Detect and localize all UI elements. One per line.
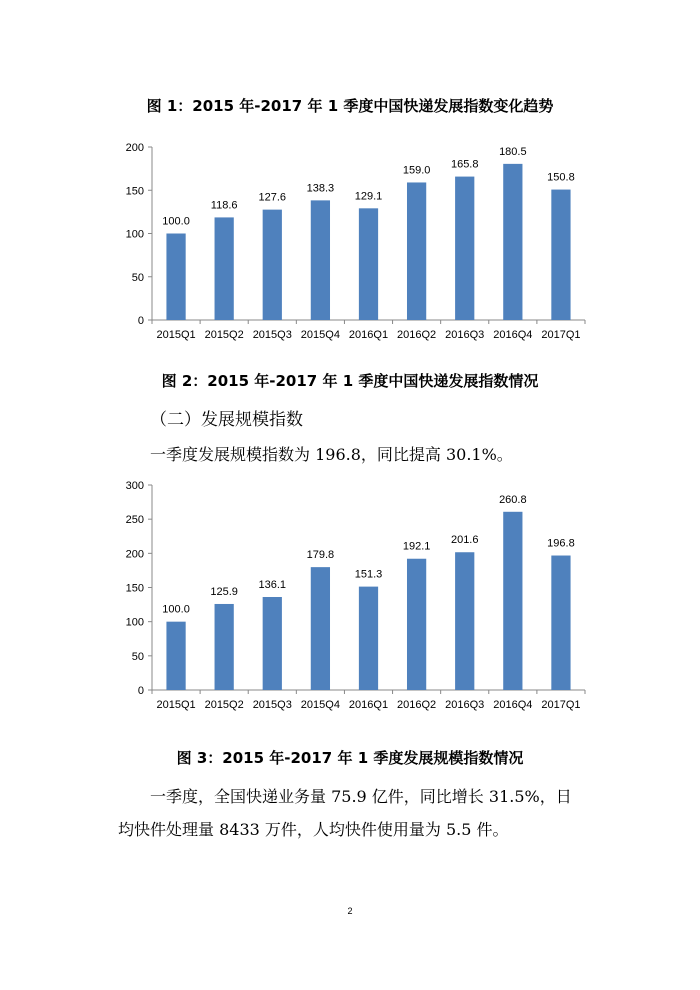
bar-2015Q3 [263, 210, 282, 320]
data-label-2015Q2: 125.9 [210, 585, 238, 598]
data-label-2015Q1: 100.0 [162, 215, 190, 228]
data-label-2017Q1: 196.8 [547, 537, 575, 550]
data-label-2017Q1: 150.8 [547, 171, 575, 184]
category-label-2015Q4: 2015Q4 [300, 329, 340, 341]
y-tick-label: 150 [125, 185, 144, 198]
bar-2016Q3 [455, 177, 474, 320]
bar-2016Q2 [407, 182, 426, 320]
category-label-2015Q4: 2015Q4 [300, 699, 340, 711]
data-label-2016Q3: 165.8 [450, 158, 479, 171]
paragraph-volume-line1: 一季度，全国快递业务量 75.9 亿件，同比增长 31.5%，日 [150, 787, 572, 806]
figure3-title: 图 3：2015 年-2017 年 1 季度发展规模指数情况 [176, 749, 524, 767]
data-label-2015Q3: 136.1 [258, 578, 287, 591]
category-label-2016Q2: 2016Q2 [397, 699, 437, 711]
bar-2016Q3 [455, 552, 474, 690]
data-label-2016Q4: 180.5 [499, 145, 527, 158]
scale-index-bar-chart [0, 478, 700, 718]
y-tick-label: 150 [125, 582, 144, 595]
category-label-2017Q1: 2017Q1 [541, 699, 581, 711]
data-label-2015Q1: 100.0 [162, 603, 190, 616]
paragraph-volume-line2: 均快件处理量 8433 万件，人均快件使用量为 5.5 件。 [118, 820, 509, 839]
y-tick-label: 250 [125, 514, 144, 527]
category-label-2015Q2: 2015Q2 [204, 329, 244, 341]
bar-2015Q2 [215, 217, 234, 320]
figure1-title: 图 1：2015 年-2017 年 1 季度中国快递发展指数变化趋势 [146, 97, 554, 115]
data-label-2015Q3: 127.6 [258, 191, 287, 204]
category-label-2017Q1: 2017Q1 [541, 329, 581, 341]
bar-2017Q1 [551, 190, 570, 320]
data-label-2015Q4: 179.8 [306, 549, 335, 562]
category-label-2015Q1: 2015Q1 [156, 329, 196, 341]
development-index-bar-chart [0, 140, 700, 350]
y-tick-label: 100 [125, 228, 144, 241]
category-label-2016Q4: 2016Q4 [493, 329, 533, 341]
category-label-2016Q4: 2016Q4 [493, 699, 533, 711]
page-number: 2 [347, 906, 353, 916]
bar-2015Q4 [311, 200, 330, 320]
data-label-2016Q1: 151.3 [354, 568, 383, 581]
data-label-2015Q4: 138.3 [306, 182, 335, 195]
data-label-2016Q1: 129.1 [354, 190, 383, 203]
category-label-2016Q1: 2016Q1 [348, 329, 389, 341]
bar-2017Q1 [551, 556, 570, 690]
y-tick-label: 50 [131, 650, 144, 663]
data-label-2016Q4: 260.8 [499, 493, 527, 506]
y-tick-label: 50 [131, 271, 144, 284]
category-label-2016Q2: 2016Q2 [397, 329, 437, 341]
bar-2015Q1 [166, 234, 185, 321]
data-label-2016Q2: 159.0 [402, 164, 431, 177]
bar-2015Q3 [263, 597, 282, 690]
y-tick-label: 0 [137, 685, 144, 697]
category-label-2015Q1: 2015Q1 [156, 699, 196, 711]
y-tick-label: 0 [137, 315, 144, 327]
bar-2016Q4 [503, 164, 522, 320]
category-label-2015Q3: 2015Q3 [252, 699, 292, 711]
figure2-title: 图 2：2015 年-2017 年 1 季度中国快递发展指数情况 [161, 372, 539, 390]
category-label-2016Q3: 2016Q3 [445, 699, 485, 711]
paragraph-scale-index: 一季度发展规模指数为 196.8，同比提高 30.1%。 [150, 445, 513, 464]
y-tick-label: 100 [125, 616, 144, 629]
data-label-2016Q2: 192.1 [402, 540, 431, 553]
section-heading: （二）发展规模指数 [150, 410, 303, 430]
bar-2016Q2 [407, 559, 426, 690]
bar-2016Q4 [503, 512, 522, 690]
bar-2016Q1 [359, 587, 378, 690]
y-tick-label: 200 [125, 142, 144, 154]
category-label-2016Q3: 2016Q3 [445, 329, 485, 341]
bar-2015Q2 [215, 604, 234, 690]
bar-2016Q1 [359, 208, 378, 320]
bar-2015Q4 [311, 567, 330, 690]
category-label-2016Q1: 2016Q1 [348, 699, 389, 711]
category-label-2015Q2: 2015Q2 [204, 699, 244, 711]
data-label-2016Q3: 201.6 [450, 534, 479, 547]
category-label-2015Q3: 2015Q3 [252, 329, 292, 341]
y-tick-label: 300 [125, 480, 144, 492]
bar-2015Q1 [166, 622, 185, 690]
y-tick-label: 200 [125, 548, 144, 561]
data-label-2015Q2: 118.6 [210, 199, 238, 212]
